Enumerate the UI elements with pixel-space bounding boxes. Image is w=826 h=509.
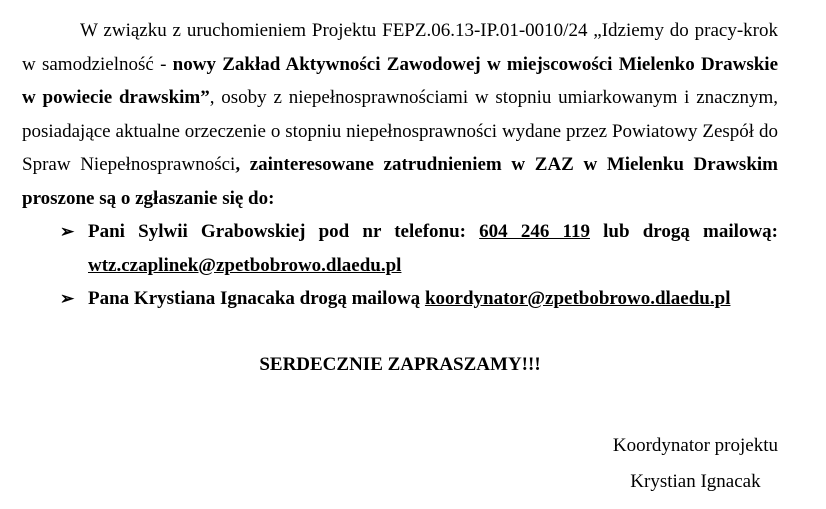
contact-text-1: Pana Krystiana Ignacaka drogą mailową (88, 288, 425, 309)
contact-item-sylwia (22, 215, 778, 282)
document-body (22, 14, 778, 381)
signature-role: Koordynator projektu (612, 435, 778, 456)
closing-invitation: SERDECZNIE ZAPRASZAMY!!! (259, 353, 541, 375)
contact-item-krystian (22, 282, 778, 316)
arrow-bullet-icon: ➢ (60, 222, 75, 241)
intro-paragraph (22, 14, 778, 215)
intro-text-1: W związku z uruchomieniem Projektu FEPZ.06.13-IP.01-0010/24 „Idziemy do pracy-krok w samodzielność - (22, 20, 778, 75)
arrow-bullet-icon: ➢ (60, 289, 75, 308)
signature-block (613, 428, 778, 500)
intro-text-3: , osoby z niepełnosprawnościami w stopniu umiarkowanym i znacznym, posiadające aktualne orzeczenie o stopniu niepełnosprawności wydane przez Powiatowy Zespół do Spraw Niepełnosprawności (22, 87, 779, 175)
intro-text-4-bold: , zainteresowane zatrudnieniem w ZAZ w Mielenku Drawskim proszone są o zgłaszanie się do: (22, 154, 778, 209)
intro-text-2-bold: nowy Zakład Aktywności Zawodowej w miejscowości Mielenko Drawskie w powiecie drawskim” (22, 53, 779, 108)
contact-text-2: lub drogą mailową: (589, 221, 778, 242)
email-link-wtz[interactable]: wtz.czaplinek@zpetbobrowo.dlaedu.pl (88, 254, 402, 276)
contact-list (22, 215, 778, 316)
contact-text-1: Pani Sylwii Grabowskiej pod nr telefonu: (88, 221, 480, 242)
email-link-koordynator[interactable]: koordynator@zpetbobrowo.dlaedu.pl (424, 288, 731, 309)
signature-name: Krystian Ignacak (630, 471, 761, 492)
phone-number-link[interactable]: 604 246 119 (479, 221, 590, 242)
